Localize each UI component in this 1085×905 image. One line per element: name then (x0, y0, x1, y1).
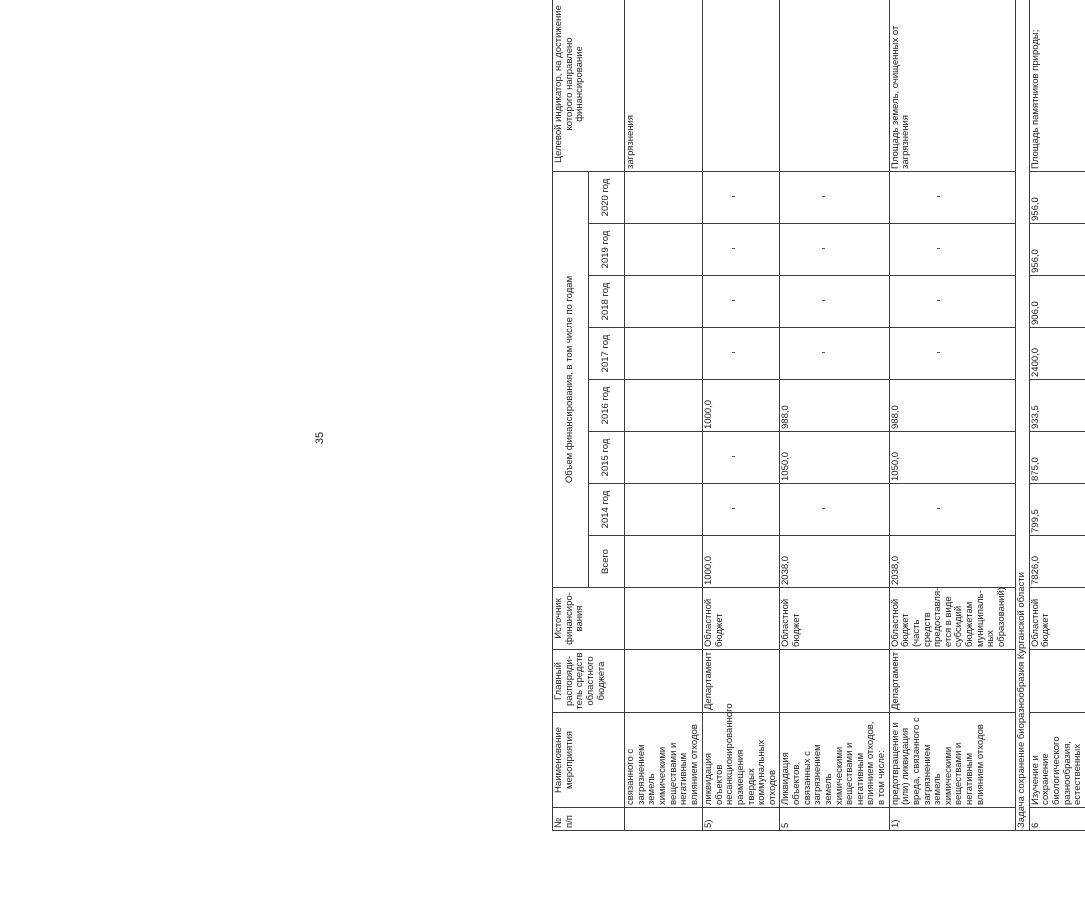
table-row (780, 0, 889, 831)
row-2016: 988,0 (889, 380, 1015, 432)
row-target (780, 0, 889, 172)
row-2017 (625, 328, 703, 380)
row-2014 (625, 484, 703, 536)
financing-table (552, 0, 1085, 831)
row-2019: 956,0 (1029, 224, 1085, 276)
row-source: Областной бюджет (703, 588, 780, 650)
row-2014 (703, 484, 780, 536)
row-2020 (625, 172, 703, 224)
row-2015: 1050,0 (780, 432, 889, 484)
row-2014: 799,5 (1029, 484, 1085, 536)
row-source: Областной бюджет (часть средств предоставля-ется в виде субсидий бюджетам муниципаль-ных образований) (889, 588, 1015, 650)
row-name: связанного с загрязнением земель химическими веществами и негативным влиянием отходов (625, 713, 703, 808)
row-distributor (780, 650, 889, 713)
row-2018: 906,0 (1029, 276, 1085, 328)
row-2015: 1050,0 (889, 432, 1015, 484)
header-year-2017: 2017 год (589, 328, 625, 380)
row-2017 (780, 328, 889, 380)
section-row (1015, 0, 1029, 831)
row-num: 6 (1029, 808, 1085, 831)
row-2019 (625, 224, 703, 276)
row-2018 (703, 276, 780, 328)
table-row (703, 0, 780, 831)
row-source: Областной бюджет (780, 588, 889, 650)
row-2014 (889, 484, 1015, 536)
row-2019 (703, 224, 780, 276)
row-target: Площадь земель, очищенных от загрязнения (889, 0, 1015, 172)
row-total: 2038,0 (889, 536, 1015, 588)
row-total: 1000,0 (703, 536, 780, 588)
section-title: Задача сохранение биоразнообразия Курганской области (1015, 0, 1029, 831)
row-num (625, 808, 703, 831)
row-2017 (889, 328, 1015, 380)
row-2020 (780, 172, 889, 224)
row-2016: 1000,0 (703, 380, 780, 432)
row-target: загрязнения (625, 0, 703, 172)
header-year-2015: 2015 год (589, 432, 625, 484)
table-row (889, 0, 1015, 831)
row-2016 (625, 380, 703, 432)
row-2019 (889, 224, 1015, 276)
header-year-2018: 2018 год (589, 276, 625, 328)
row-2017 (703, 328, 780, 380)
row-2018 (625, 276, 703, 328)
row-num: 5) (703, 808, 780, 831)
table-row (625, 0, 703, 831)
row-2018 (780, 276, 889, 328)
row-2016: 988,0 (780, 380, 889, 432)
row-2015 (703, 432, 780, 484)
row-2020 (703, 172, 780, 224)
header-target: Целевой индикатор, на достижение которого направлено финансирование (553, 0, 625, 172)
header-total: Всего (589, 536, 625, 588)
row-num: 1) (889, 808, 1015, 831)
row-total: 7826,0 (1029, 536, 1085, 588)
row-total: 2038,0 (780, 536, 889, 588)
page-number: 35 (314, 431, 326, 445)
row-2020: 956,0 (1029, 172, 1085, 224)
row-2018 (889, 276, 1015, 328)
header-year-2016: 2016 год (589, 380, 625, 432)
row-2014 (780, 484, 889, 536)
header-num: № п/п (553, 808, 625, 831)
header-year-2020: 2020 год (589, 172, 625, 224)
row-num: 5 (780, 808, 889, 831)
row-name: предотвращение и (или) ликвидация вреда, связанного с загрязнением земель химическими веществами и негативным влиянием отходов (889, 713, 1015, 808)
row-2015: 875,0 (1029, 432, 1085, 484)
row-distributor: Департамент (889, 650, 1015, 713)
row-2017: 2400,0 (1029, 328, 1085, 380)
row-name: Ликвидация объектов, связанных с загрязнением земель химическими веществами и негативным влиянием отходов, в том числе: (780, 713, 889, 808)
header-distributor: Главный распоряди-тель средств областного бюджета (553, 650, 625, 713)
row-distributor (1029, 650, 1085, 713)
row-target (703, 0, 780, 172)
header-year-2014: 2014 год (589, 484, 625, 536)
row-2020 (889, 172, 1015, 224)
row-total (625, 536, 703, 588)
header-name: Наименование мероприятия (553, 713, 625, 808)
header-year-2019: 2019 год (589, 224, 625, 276)
row-distributor (625, 650, 703, 713)
row-2015 (625, 432, 703, 484)
row-2019 (780, 224, 889, 276)
financing-table-rotated (552, 5, 1084, 831)
row-name: ликвидация объектов несанкционированного размещения твердых коммунальных отходов (703, 713, 780, 808)
row-distributor: Департамент (703, 650, 780, 713)
header-row-1 (553, 0, 589, 831)
row-name: Изучение и сохранение биологического разнообразия, естественных (1029, 713, 1085, 808)
row-target: Площадь памятников природы; (1029, 0, 1085, 172)
table-row (1029, 0, 1085, 831)
row-2016: 933,5 (1029, 380, 1085, 432)
row-source (625, 588, 703, 650)
row-source: Областной бюджет (1029, 588, 1085, 650)
header-volume: Объем финансирования, в том числе по годам (553, 172, 589, 588)
header-source: Источник финансиро-вания (553, 588, 625, 650)
